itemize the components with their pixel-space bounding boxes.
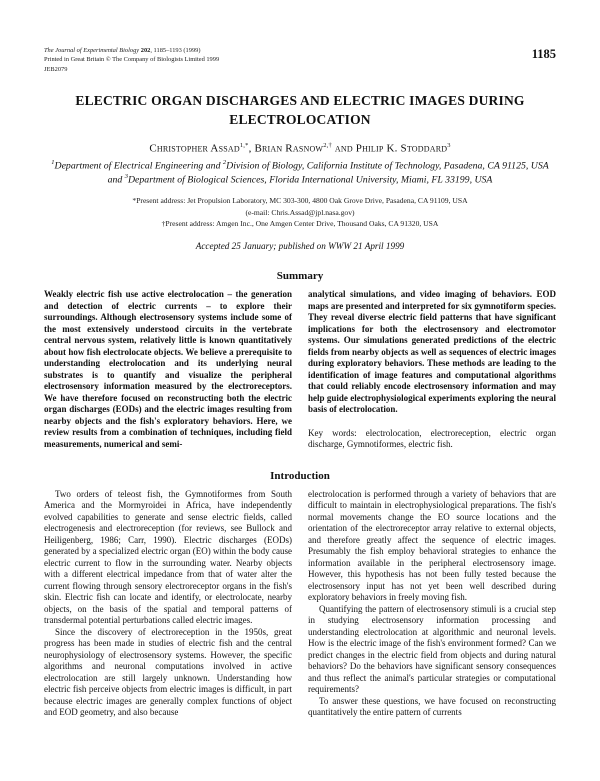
summary-right-column <box>308 289 556 451</box>
journal-name: The Journal of Experimental Biology <box>44 47 140 54</box>
intro-paragraph-2-continued: electrolocation is performed through a variety of behaviors that are difficult to maintain in electrophysiological preparations. The fish's normal movements change the EO source locations and the orientation of the electroreceptor array relative to external objects, and therefore greatly affect the sequence of electric images. Presumably the fish employ behavioral strategies to enhance the information available in the peripheral electrosensory image. However, this hypothesis has not been fully tested because the electrosensory input has not yet been well described during exploratory behaviors in freely moving fish. <box>308 488 556 603</box>
printed-in-line: Printed in Great Britain © The Company of Biologists Limited 1999 <box>44 56 220 64</box>
article-title: ELECTRIC ORGAN DISCHARGES AND ELECTRIC IMAGES DURING ELECTROLOCATION <box>75 92 525 127</box>
author-1-name: Christopher Assad <box>149 142 240 155</box>
affiliation-3-superscript: 3 <box>124 173 128 181</box>
author-1-superscript: 1,* <box>239 141 249 149</box>
affiliation-3-text: Department of Biological Sciences, Florida International University, Miami, FL 33199, USA <box>127 174 493 186</box>
email-line: (e-mail: Chris.Assad@jpl.nasa.gov) <box>245 207 355 217</box>
summary-paragraph-right: analytical simulations, and video imaging of behaviors. EOD maps are presented and interpreted for six gymnotiform species. They reveal diverse electric field patterns that have significant implications for both the electrosensory and electromotor systems. Our simulations generated predictions of the electric fields from nearby objects as well as sequences of electric images during exploratory behaviors. These methods are leading to the identification of image features and computational algorithms that could reliably encode electrosensory information and may help guide electrophysiological experiments exploring the neural basis of electrolocation. <box>308 289 556 415</box>
affiliation-2-text: Division of Biology, California Institute of Technology, Pasadena, CA 91125, USA and <box>107 160 549 186</box>
article-code: JEB2079 <box>44 65 68 73</box>
author-byline <box>44 142 556 155</box>
citation-line <box>44 46 219 55</box>
present-address-2: †Present address: Amgen Inc., One Amgen Center Drive, Thousand Oaks, CA 91320, USA <box>161 219 439 229</box>
intro-paragraph-4: To answer these questions, we have focused on reconstructing quantitatively the entire pattern of currents <box>308 695 556 718</box>
introduction-right-column <box>308 489 556 719</box>
masthead <box>44 46 556 74</box>
author-separator-and: and <box>331 142 356 155</box>
accepted-date-line: Accepted 25 January; published on WWW 21 April 1999 <box>195 241 405 252</box>
introduction-section <box>44 489 556 719</box>
author-3-superscript: 3 <box>447 141 451 149</box>
affiliation-1-text: Department of Electrical Engineering and <box>54 160 223 172</box>
author-separator-comma: , <box>248 142 255 155</box>
summary-left-column <box>44 289 292 451</box>
journal-volume: 202 <box>140 47 151 54</box>
intro-paragraph-3: Quantifying the pattern of electrosensory stimuli is a crucial step in studying electrosensory information processing and understanding electrolocation at algorithmic and neuronal levels. How is the electric image of the fish's environment formed? Can we predict changes in the electric field from objects and during natural behaviors? Do the behaviors have significant sensory consequences and thus reflect the animal's particular strategies or computational requirements? <box>308 603 556 695</box>
present-address-1: *Present address: Jet Propulsion Laboratory, MC 303-300, 4800 Oak Grove Drive, Pasadena, CA 91109, USA <box>132 196 468 206</box>
author-2-superscript: 2,† <box>323 141 332 149</box>
journal-citation <box>44 46 219 74</box>
affiliations <box>44 159 556 187</box>
summary-section <box>44 289 556 451</box>
affiliation-2-superscript: 2 <box>222 159 227 167</box>
affiliation-1-superscript: 1 <box>51 159 55 167</box>
intro-paragraph-1: Two orders of teleost fish, the Gymnotiformes from South America and the Mormyroidei in Africa, have independently evolved capabilities to generate and sense electric fields, called electrogenesis and electroreception (for reviews, see Bullock and Heiligenberg, 1986; Carr, 1990). Electric discharges (EODs) generated by a specialized electric organ (EO) within the body cause electric current to flow in the surrounding water. Nearby objects with a different electrical impedance from that of water alter the current flowing through sensory electroreceptor organs in the fish's skin. Electric fish can locate and identify, or electrolocate, nearby objects, on the basis of the spatial and temporal patterns of transdermal potential perturbations called electric images. <box>44 488 292 626</box>
keywords-line: Key words: electrolocation, electroreception, electric organ discharge, Gymnotiformes, electric fish. <box>308 427 556 450</box>
summary-heading: Summary <box>276 270 324 283</box>
author-footnotes <box>44 195 556 229</box>
intro-paragraph-2: Since the discovery of electroreception in the 1950s, great progress has been made in studies of electric fish and the central neurophysiology of electrosensory systems. However, the specific algorithms and neuronal computations involved in active electrolocation are still largely unknown. Understanding how electric fish perceive objects from electric images is difficult, in part because electric images are generally complex functions of object and EOD geometry, and also because <box>44 626 292 718</box>
introduction-left-column <box>44 489 292 719</box>
introduction-heading: Introduction <box>270 469 330 482</box>
summary-paragraph-left: Weakly electric fish use active electrolocation – the generation and detection of electric currents – to explore their surroundings. Although electrosensory systems include some of the most extensively understood circuits in the vertebrate central nervous system, relatively little is known quantitatively about how fish electrolocate objects. We believe a prerequisite to understanding electrolocation and its underlying neural substrates is to quantify and visualize the peripheral electrosensory information measured by the electroreceptors. We have therefore focused on reconstructing both the electric organ discharges (EODs) and the electric images resulting from nearby objects and the fish's exploratory behaviors. Here, we review results from a combination of techniques, including field measurements, numerical and semi- <box>44 289 292 449</box>
author-2-name: Brian Rasnow <box>254 142 324 155</box>
page-number: 1185 <box>531 47 556 61</box>
author-3-name: Philip K. Stoddard <box>355 142 448 155</box>
journal-pages-year: , 1185–1193 (1999) <box>150 47 201 54</box>
